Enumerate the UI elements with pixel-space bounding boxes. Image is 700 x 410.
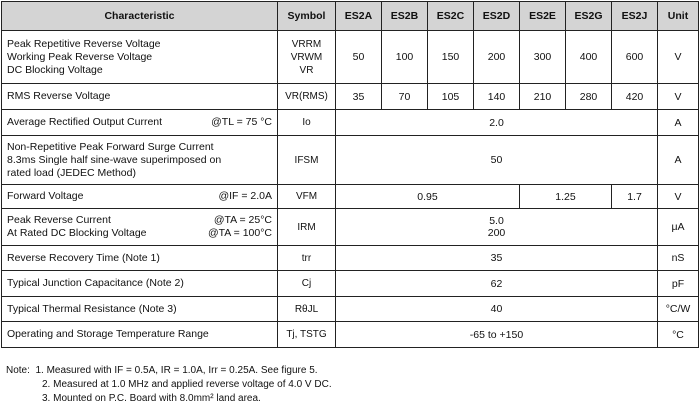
characteristic-cell: Operating and Storage Temperature Range [2, 322, 278, 348]
char-label: Peak Reverse Current [7, 214, 111, 226]
row-rms [2, 84, 699, 110]
char-line: 8.3ms Single half sine-wave superimposed on [7, 153, 222, 166]
unit-cell: nS [658, 246, 699, 271]
characteristic-cell [2, 209, 278, 246]
unit-cell: pF [658, 271, 699, 297]
notes-lead: Note: [6, 365, 30, 376]
symbol-text: VRWM [290, 51, 323, 63]
unit-cell: V [658, 185, 699, 209]
char-condition: @TA = 25°C [213, 214, 272, 226]
characteristic-cell [2, 110, 278, 136]
char-label: At Rated DC Blocking Voltage [7, 227, 147, 239]
unit-cell: V [658, 84, 699, 110]
value-cell: -65 to +150 [336, 322, 658, 348]
symbol-cell [278, 31, 336, 84]
unit-cell: °C/W [658, 297, 699, 322]
symbol-cell: Tj, TSTG [278, 322, 336, 348]
header-part: ES2G [566, 2, 612, 31]
char-label: Forward Voltage [7, 190, 84, 202]
symbol-text: VR [299, 64, 314, 76]
unit-cell: V [658, 31, 699, 84]
value-line: 5.0 [489, 215, 504, 227]
value-cell: 1.7 [612, 185, 658, 209]
unit-cell: °C [658, 322, 699, 348]
value-cell: 35 [336, 246, 658, 271]
value-cell: 100 [382, 31, 428, 84]
symbol-cell: RθJL [278, 297, 336, 322]
characteristic-cell: Typical Thermal Resistance (Note 3) [2, 297, 278, 322]
value-cell: 50 [336, 31, 382, 84]
symbol-cell: trr [278, 246, 336, 271]
unit-cell: A [658, 136, 699, 185]
char-line: DC Blocking Voltage [7, 63, 103, 76]
header-part: ES2C [428, 2, 474, 31]
header-unit: Unit [658, 2, 699, 31]
value-cell: 1.25 [520, 185, 612, 209]
value-cell: 400 [566, 31, 612, 84]
row-temp [2, 322, 699, 348]
value-cell: 150 [428, 31, 474, 84]
value-cell: 35 [336, 84, 382, 110]
value-cell: 40 [336, 297, 658, 322]
row-reverse-current [2, 209, 699, 246]
value-line: 200 [487, 227, 506, 239]
value-cell: 280 [566, 84, 612, 110]
note-line [6, 364, 332, 378]
header-row [2, 2, 699, 31]
header-part: ES2E [520, 2, 566, 31]
char-line: Working Peak Reverse Voltage [7, 50, 153, 63]
note-2: 2. Measured at 1.0 MHz and applied reverse voltage of 4.0 V DC. [42, 379, 332, 390]
characteristic-cell: Reverse Recovery Time (Note 1) [2, 246, 278, 271]
char-label: Average Rectified Output Current [7, 116, 163, 128]
char-line: Non-Repetitive Peak Forward Surge Current [7, 140, 214, 153]
note-3: 3. Mounted on P.C. Board with 8.0mm² land area. [42, 393, 261, 404]
value-cell: 2.0 [336, 110, 658, 136]
value-cell: 300 [520, 31, 566, 84]
value-cell: 0.95 [336, 185, 520, 209]
row-cj [2, 271, 699, 297]
value-cell: 600 [612, 31, 658, 84]
notes [6, 364, 332, 406]
value-cell: 70 [382, 84, 428, 110]
characteristic-cell [2, 31, 278, 84]
header-symbol: Symbol [278, 2, 336, 31]
header-part: ES2J [612, 2, 658, 31]
characteristic-cell: Typical Junction Capacitance (Note 2) [2, 271, 278, 297]
symbol-cell: IFSM [278, 136, 336, 185]
row-avg-current [2, 110, 699, 136]
symbol-cell: VR(RMS) [278, 84, 336, 110]
note-1: 1. Measured with IF = 0.5A, IR = 1.0A, Irr = 0.25A. See figure 5. [35, 365, 318, 376]
row-surge [2, 136, 699, 185]
row-trr [2, 246, 699, 271]
char-line: rated load (JEDEC Method) [7, 166, 136, 179]
symbol-cell: VFM [278, 185, 336, 209]
characteristic-cell [2, 136, 278, 185]
row-forward-voltage [2, 185, 699, 209]
char-line: Peak Repetitive Reverse Voltage [7, 37, 161, 50]
value-cell: 62 [336, 271, 658, 297]
header-part: ES2D [474, 2, 520, 31]
value-cell: 50 [336, 136, 658, 185]
header-part: ES2B [382, 2, 428, 31]
value-cell [336, 209, 658, 246]
header-characteristic: Characteristic [2, 2, 278, 31]
symbol-cell: Io [278, 110, 336, 136]
value-cell: 200 [474, 31, 520, 84]
characteristic-cell: RMS Reverse Voltage [2, 84, 278, 110]
char-condition: @TL = 75 °C [211, 116, 272, 128]
symbol-cell: Cj [278, 271, 336, 297]
value-cell: 210 [520, 84, 566, 110]
symbol-cell: IRM [278, 209, 336, 246]
characteristic-cell [2, 185, 278, 209]
value-cell: 420 [612, 84, 658, 110]
char-condition: @TA = 100°C [208, 227, 272, 239]
char-condition: @IF = 2.0A [218, 190, 272, 202]
value-cell: 105 [428, 84, 474, 110]
unit-cell: A [658, 110, 699, 136]
unit-cell: μA [658, 209, 699, 246]
row-rth [2, 297, 699, 322]
spec-table [1, 1, 699, 348]
symbol-text: VRRM [291, 38, 322, 50]
row-voltage [2, 31, 699, 84]
value-cell: 140 [474, 84, 520, 110]
header-part: ES2A [336, 2, 382, 31]
